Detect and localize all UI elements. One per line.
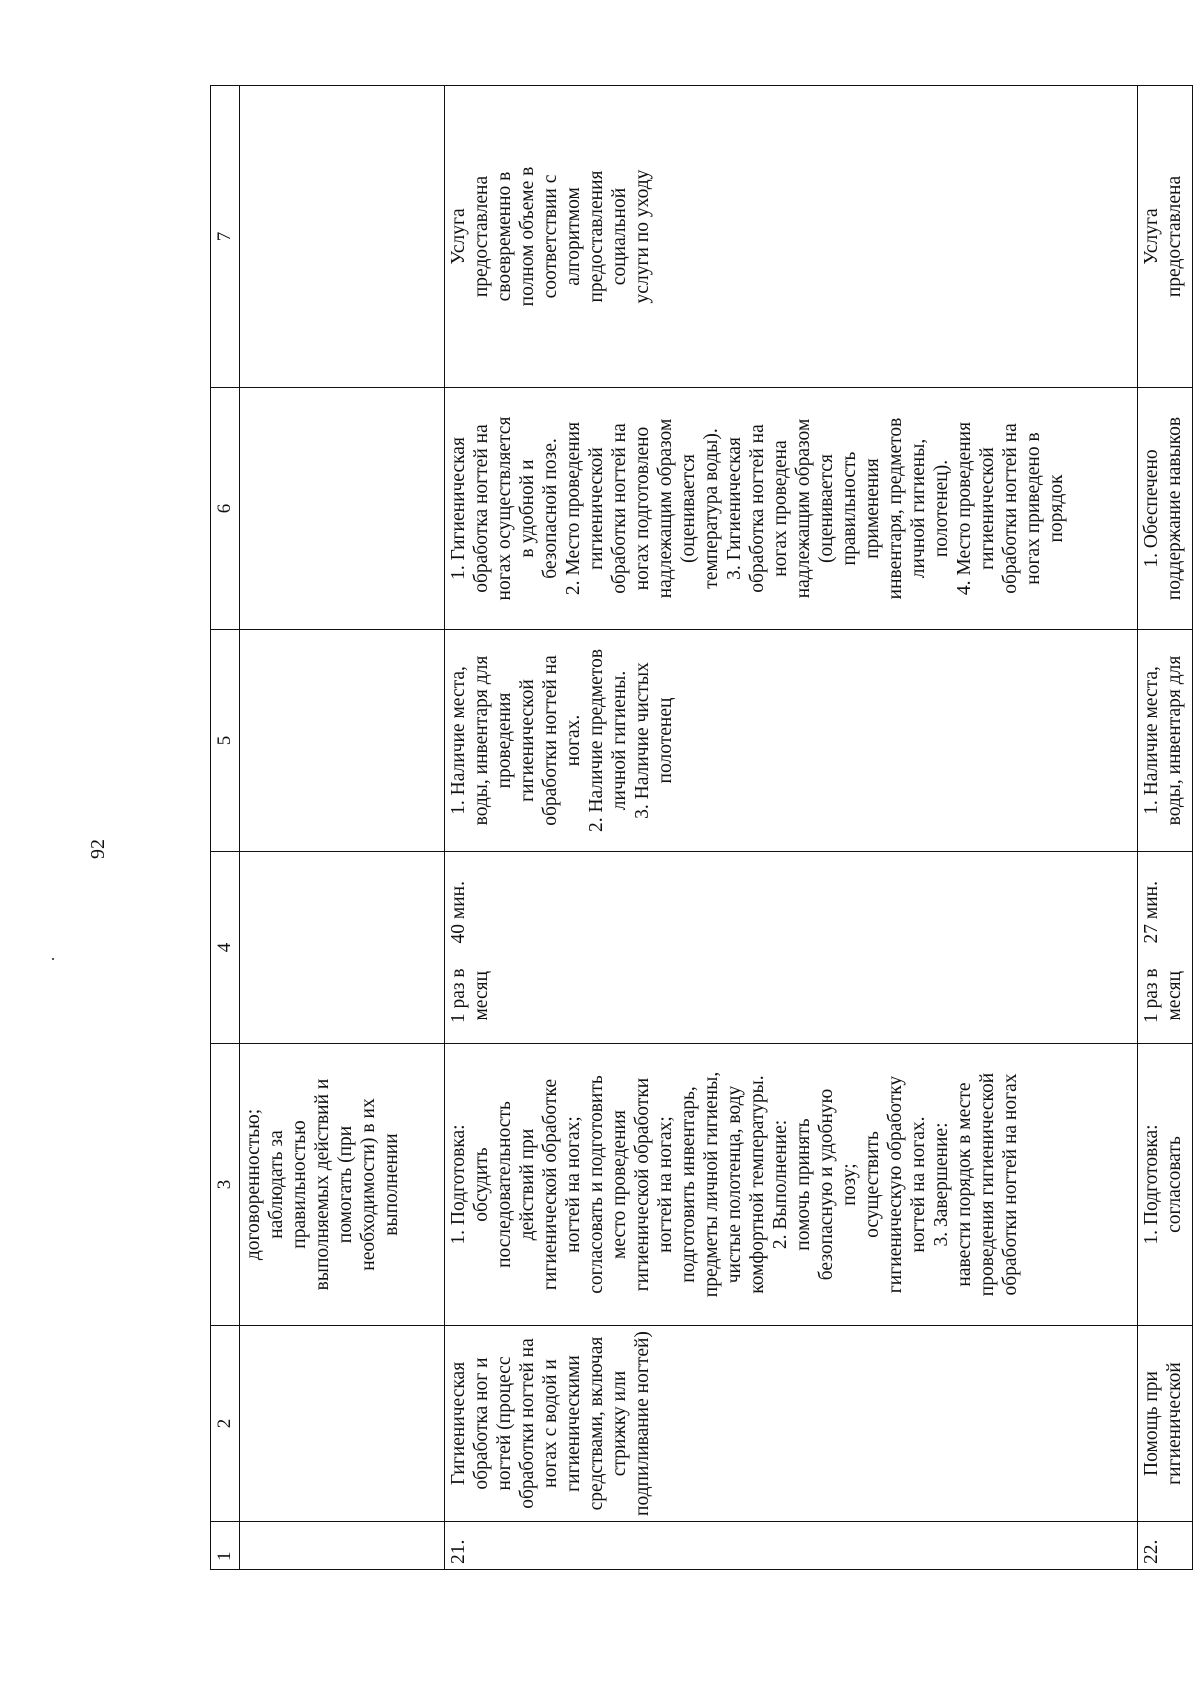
cell-duration bbox=[240, 852, 445, 949]
cell-content: 1. Подготовка: согласовать bbox=[1138, 1044, 1193, 1326]
table-row bbox=[445, 86, 1138, 1570]
cell-conditions: 1. Наличие места, воды, инвентаря для проведения гигиенической обработки ногтей на ногах. 2. Наличие предметов личной гигиены. 3. Наличие чистых полотенец bbox=[445, 630, 1138, 852]
cell-quality: 1. Гигиеническая обработка ногтей на ногах осуществляется в удобной и безопасной позе. 2. Место проведения гигиенической обработки ногтей на ногах подготовлено надлежащим образом (оценивается температура воды). 3. Гигиеническая обработка ногтей на ногах проведена надлежащим образом (оценивается правильность применения инвентаря, предметов личной гигиены, полотенец). 4. Место проведения гигиенической обработки ногтей на ногах приведено в порядок bbox=[445, 388, 1138, 630]
header-row bbox=[211, 86, 240, 1570]
cell-service: Гигиеническая обработка ног и ногтей (процесс обработки ногтей на ногах с водой и гигиеническими средствами, включая стрижку или подпиливание ногтей) bbox=[445, 1326, 1138, 1522]
cell-frequency: 1 раз в месяц bbox=[1138, 949, 1193, 1044]
col-header-7: 7 bbox=[211, 86, 240, 388]
cell-frequency bbox=[240, 949, 445, 1044]
rotated-page-wrapper bbox=[0, 166, 1200, 1564]
col-header-2: 2 bbox=[211, 1326, 240, 1522]
col-header-3: 3 bbox=[211, 1044, 240, 1326]
cell-result: Услуга предоставлена своевременно в полном объеме в соответствии с алгоритмом предоставления социальной услуги по уходу bbox=[445, 86, 1138, 388]
page-number: 92 bbox=[87, 839, 109, 859]
cell-num: 22. bbox=[1138, 1522, 1193, 1570]
cell-content: 1. Подготовка: обсудить последовательность действий при гигиенической обработке ногтей на ногах; согласовать и подготовить место проведения гигиенической обработки ногтей на ногах; подготовить инвентарь, предметы личной гигиены, чистые полотенца, воду комфортной температуры. 2. Выполнение: помочь принять безопасную и удобную позу; осуществить гигиеническую обработку ногтей на ногах. 3. Завершение: навести порядок в месте проведения гигиенической обработки ногтей на ногах bbox=[445, 1044, 1138, 1326]
services-table bbox=[210, 85, 1193, 1570]
cell-num: 21. bbox=[445, 1522, 1138, 1570]
col-header-5: 5 bbox=[211, 630, 240, 852]
cell-frequency: 1 раз в месяц bbox=[445, 949, 1138, 1044]
cell-result bbox=[240, 86, 445, 388]
rotated-page bbox=[140, 70, 1185, 1630]
cell-conditions bbox=[240, 630, 445, 852]
col-header-1: 1 bbox=[211, 1522, 240, 1570]
cell-service bbox=[240, 1326, 445, 1522]
cell-quality bbox=[240, 388, 445, 630]
cell-result: Услуга предоставлена bbox=[1138, 86, 1193, 388]
cell-content: договоренностью; наблюдать за правильностью выполняемых действий и помогать (при необходимости) в их выполнении bbox=[240, 1044, 445, 1326]
cell-service: Помощь при гигиенической bbox=[1138, 1326, 1193, 1522]
cell-duration: 40 мин. bbox=[445, 852, 1138, 949]
cell-num bbox=[240, 1522, 445, 1570]
table-row-continued bbox=[240, 86, 445, 1570]
col-header-4: 4 bbox=[211, 852, 240, 1044]
cell-quality: 1. Обеспечено поддержание навыков bbox=[1138, 388, 1193, 630]
cell-duration: 27 мин. bbox=[1138, 852, 1193, 949]
table-row bbox=[1138, 86, 1193, 1570]
col-header-6: 6 bbox=[211, 388, 240, 630]
cell-conditions: 1. Наличие места, воды, инвентаря для bbox=[1138, 630, 1193, 852]
